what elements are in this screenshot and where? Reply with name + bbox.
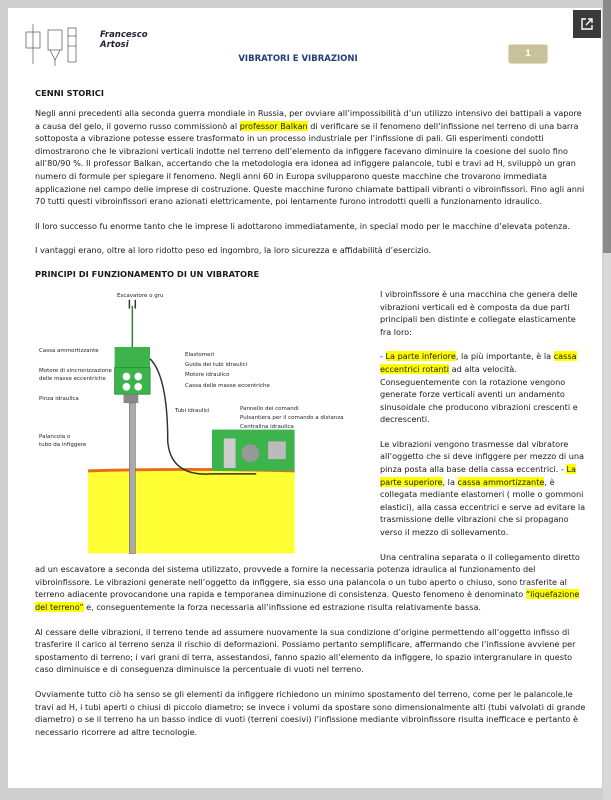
label-hydraulic-motor: Motore idraulico: [185, 371, 230, 378]
highlight-upper-part: La parte superiore: [380, 464, 576, 487]
highlight-balkan: professor Balkan: [239, 120, 308, 131]
label-sync-motor-2: delle masse eccentriche: [39, 375, 106, 382]
author-last: Artosi: [100, 40, 129, 50]
label-power-unit: Centralina idraulica: [240, 423, 294, 430]
eccentric-case: [115, 368, 150, 395]
paragraph-history: Negli anni precedenti alla seconda guerra mondiale in Russia, per ovviare all’impossibilità d’un utilizzo intensivo dei battipali a vapore a causa del gelo, il governo russo commissionò al professor Balkan di verificare se il fenomeno dell’infissione nel terreno di una barra sottoposta a vibrazione potesse essere trasformato in un processo industriale per l’infissione di pali. Gli esperimenti condotti dimostrarono che le vibrazioni verticali indotte nel terreno dell’elemento da infiggere facevano diminuire la coesione del suolo fino all’80/90 %. Il professor Balkan, accertando che la metodologia era idonea ad infiggere palancole, tubi e travi ad H, sviluppò un gran numero di formule per spiegare il fenomeno. Negli anni 60 in Europa svilupparono queste macchine che trovarono immediata applicazione nel campo delle imprese di costruzione. Queste macchine furono chiamate battipali vibranti o vibroinfissori. Fino agli anni 70 tutti questi vibroinfissori erano azionati elettricamente, poi lentamente furono introdotti quelli a funzionamento idraulico.: [35, 108, 585, 207]
label-pile-2: tubo da infiggere: [39, 441, 87, 448]
highlight-eccentric: cassa eccentrici rotanti: [380, 351, 577, 374]
label-elastomers: Elastomeri: [185, 351, 215, 358]
paragraph-success: Il loro successo fu enorme tanto che le imprese li adottarono immediatamente, in special modo per le macchine d’elevata potenza.: [35, 220, 570, 231]
author-name: [100, 30, 148, 50]
scrollbar-thumb[interactable]: [603, 0, 611, 253]
document-page: [8, 8, 602, 788]
external-link-icon: [580, 17, 594, 31]
paragraph-power-unit: Una centralina separata o il collegamento diretto ad un escavatore a seconda del sistema utilizzato, provvede a fornire la necessaria potenza idraulica al funzionamento del vibroinfissore. Le vibrazioni generate nell’oggetto da infiggere, sia esso una palancola o un tubo aperto o chiuso, sono trasferite al terreno adiacente provocandone una rapida e temporanea diminuzione di consistenza. Questo fenomeno è denominato “liquefazione del terreno” e, conseguentemente la forza necessaria all’infissione ed estrazione risulta relativamente bassa.: [35, 551, 580, 612]
open-external-button[interactable]: [573, 10, 601, 38]
paragraph-upper-part: Le vibrazioni vengono trasmesse dal vibratore all’oggetto che si deve infiggere per mezzo di una pinza posta alla base della cassa eccentrici. - La parte superiore, la cassa ammortizzante, è collegata mediante elastomeri ( molle o gommoni elastici), alla cassa eccentrici e serve ad evitare la trasmissione delle vibrazioni che si propagano verso il mezzo di sollevamento.: [380, 438, 586, 538]
label-sync-motor: Motore di sincronizzazione: [39, 367, 112, 374]
heading-cenni-storici: CENNI STORICI: [35, 88, 104, 98]
label-damping-case: Cassa ammortizzante: [39, 347, 99, 354]
highlight-lower-part: La parte inferiore: [385, 351, 456, 362]
label-remote: Pulsantiera per il comando a distanza: [240, 414, 344, 421]
paragraph-cessation: Al cessare delle vibrazioni, il terreno tende ad assumere nuovamente la sua condizione d’origine permettendo all’oggetto infisso di trasferire il carico al terreno senza il rischio di deformazioni. Possiamo pertanto semplificare, affermando che l’infissione avviene per spostamento di terreno; i vari grani di terra, assestandosi, fanno spazio all’elemento da infiggere, lo spazio intergranulare in questo caso diminuisce e di conseguenza diminuisce la percentuale di vuoti nel terreno.: [35, 626, 576, 675]
heading-principi: PRINCIPI DI FUNZIONAMENTO DI UN VIBRATORE: [35, 268, 260, 279]
scrollbar[interactable]: [603, 0, 611, 800]
label-hose-guide: Guida dei tubi idraulici: [185, 361, 248, 368]
label-pile: Palancola o: [39, 433, 71, 440]
page-number-badge: 1: [508, 44, 548, 64]
paragraph-limits: Ovviamente tutto ciò ha senso se gli elementi da infiggere richiedono un minimo spostamento del terreno, come per le palancole,le travi ad H, i tubi aperti o chiusi di piccolo diametro; se invece i volumi da spostare sono dimensionalmente alti (tubi valvolati di grande diametro) o se il terreno ha un basso indice di vuoti (terreni coesivi) l’infissione mediante vibroinfissore risulta inefficace e pertanto è necessario ricorrere ad altre tecnologie.: [35, 688, 586, 737]
label-clamp: Pinza idraulica: [39, 395, 79, 402]
author-first: Francesco: [100, 30, 148, 40]
damping-case: [115, 347, 150, 368]
label-eccentric-case: Cassa delle masse eccentriche: [185, 382, 270, 389]
label-control-panel: Pannello dei comandi: [240, 405, 299, 412]
label-hoses: Tubi idraulici: [175, 407, 210, 414]
vibrator-diagram: [35, 288, 370, 556]
document-body: [35, 88, 587, 750]
clamp: [124, 394, 139, 403]
power-unit-text-start: Una centralina separata o il collegamento diretto ad un escavatore a seconda del sistema: [35, 551, 580, 575]
paragraph-lower-part: - La parte inferiore, la più importante, è la cassa eccentrici rotanti ad alta velocità. Conseguentemente con la rotazione vengono generate forze verticali aventi un andamento sinusoidale che producono vibrazioni crescenti e decrescenti.: [380, 351, 578, 425]
sheet-pile: [129, 403, 135, 553]
document-title: VIBRATORI E VIBRAZIONI: [238, 54, 358, 64]
highlight-damping: cassa ammortizzante: [457, 476, 545, 487]
logo-emblem: [20, 20, 100, 70]
soil: [88, 471, 295, 554]
liquefaction-text: utilizzato, provvede a fornire la necessaria potenza idraulica al funzionamento del vibroinfissore. Le vibrazioni generate nell’oggetto da infiggere, sia esso una palancola o un tubo aperto o chiuso, sono trasferite al terreno adiacente provocandone una rapida e temporanea diminuzione di consistenza. Questo fenomeno è denominato: [35, 564, 567, 600]
paragraph-advantages: I vantaggi erano, oltre al loro ridotto peso ed ingombro, la loro sicurezza e affidabilità d’esercizio.: [35, 245, 432, 256]
paragraph-vibrator-intro: I vibroinfissore è una macchina che genera delle vibrazioni verticali ed è composta da due parti principali ben distinte e collegate elasticamente fra loro:: [380, 288, 578, 337]
highlight-liquefaction: “liquefazione del terreno”: [35, 589, 580, 612]
label-excavator: Escavatore o gru: [117, 292, 164, 299]
